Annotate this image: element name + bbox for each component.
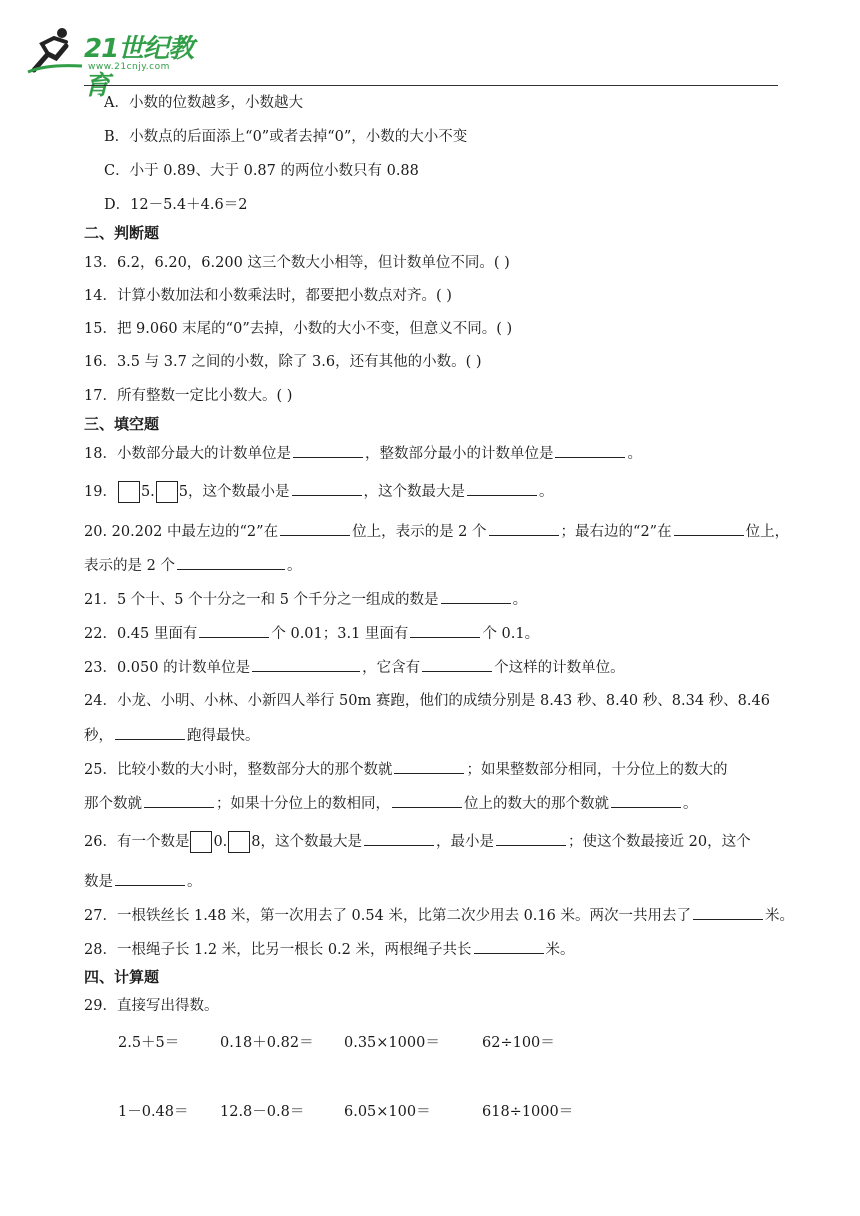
question-17: 17．所有整数一定比小数大。( ) (84, 388, 293, 404)
logo (26, 26, 206, 101)
logo-url: www.21cnjy.com (88, 62, 170, 72)
question-24-cont: 秒， 跑得最快。 (84, 725, 260, 746)
runner-icon (26, 26, 86, 76)
question-24: 24．小龙、小明、小林、小新四人举行 50m 赛跑，他们的成绩分别是 8.43 秒、8.40 秒、8.34 秒、8.46 (84, 693, 770, 709)
option-c: C．小于 0.89、大于 0.87 的两位小数只有 0.88 (104, 163, 419, 179)
answer-blank[interactable] (422, 657, 492, 672)
digit-box (156, 481, 178, 503)
calc-item: 12.8－0.8＝ (220, 1104, 305, 1120)
answer-blank[interactable] (144, 793, 214, 808)
option-d: D．12－5.4＋4.6＝2 (104, 197, 248, 213)
question-20-cont: 表示的是 2 个 。 (84, 555, 301, 576)
answer-blank[interactable] (280, 521, 350, 536)
section-judge-title: 二、判断题 (84, 224, 160, 242)
header-rule (84, 85, 778, 86)
answer-blank[interactable] (392, 793, 462, 808)
question-13: 13．6.2，6.20，6.200 这三个数大小相等，但计数单位不同。( ) (84, 255, 510, 271)
answer-blank[interactable] (394, 759, 464, 774)
answer-blank[interactable] (674, 521, 744, 536)
page-header (0, 0, 860, 101)
digit-box (228, 831, 250, 853)
calc-item: 618÷1000＝ (482, 1104, 574, 1120)
answer-blank[interactable] (293, 443, 363, 458)
answer-blank[interactable] (199, 623, 269, 638)
calc-item: 6.05×100＝ (344, 1104, 431, 1120)
answer-blank[interactable] (467, 481, 537, 496)
answer-blank[interactable] (364, 831, 434, 846)
question-20: 20. 20.202 中最左边的“2”在 位上，表示的是 2 个 ；最右边的“2”在 位上， (84, 521, 789, 542)
calc-item: 1－0.48＝ (118, 1104, 189, 1120)
question-15: 15．把 9.060 末尾的“0”去掉，小数的大小不变，但意义不同。( ) (84, 321, 513, 337)
question-25: 25．比较小数的大小时，整数部分大的那个数就 ；如果整数部分相同，十分位上的数大的 (84, 759, 727, 780)
answer-blank[interactable] (115, 871, 185, 886)
section-calc-title: 四、计算题 (84, 968, 160, 986)
question-19: 19． 5. 5，这个数最小是 ，这个数最大是 。 (84, 481, 554, 503)
question-16: 16．3.5 与 3.7 之间的小数，除了 3.6，还有其他的小数。( ) (84, 354, 482, 370)
question-21: 21．5 个十、5 个十分之一和 5 个千分之一组成的数是 。 (84, 589, 527, 610)
answer-blank[interactable] (693, 905, 763, 920)
digit-box (118, 481, 140, 503)
question-22: 22．0.45 里面有 个 0.01；3.1 里面有 个 0.1。 (84, 623, 539, 644)
calc-item: 0.35×1000＝ (344, 1035, 440, 1051)
question-14: 14．计算小数加法和小数乘法时，都要把小数点对齐。( ) (84, 288, 452, 304)
option-a: A．小数的位数越多，小数越大 (104, 95, 303, 111)
answer-blank[interactable] (474, 939, 544, 954)
question-27: 27．一根铁丝长 1.48 米，第一次用去了 0.54 米，比第二次少用去 0.16 米。两次一共用去了 米。 (84, 905, 794, 926)
question-26: 26．有一个数是 0. 8，这个数最大是 ，最小是 ；使这个数最接近 20，这个 (84, 831, 751, 853)
question-23: 23．0.050 的计数单位是 ，它含有 个这样的计数单位。 (84, 657, 625, 678)
question-18: 18．小数部分最大的计数单位是 ，整数部分最小的计数单位是 。 (84, 443, 642, 464)
answer-blank[interactable] (611, 793, 681, 808)
answer-blank[interactable] (555, 443, 625, 458)
calc-item: 0.18＋0.82＝ (220, 1035, 314, 1051)
answer-blank[interactable] (115, 725, 185, 740)
answer-blank[interactable] (441, 589, 511, 604)
calc-item: 2.5＋5＝ (118, 1035, 180, 1051)
digit-box (190, 831, 212, 853)
answer-blank[interactable] (252, 657, 360, 672)
option-b: B．小数点的后面添上“0”或者去掉“0”，小数的大小不变 (104, 129, 468, 145)
answer-blank[interactable] (496, 831, 566, 846)
logo-text: 21世纪教育 (84, 34, 194, 101)
answer-blank[interactable] (489, 521, 559, 536)
section-fill-title: 三、填空题 (84, 415, 160, 433)
question-28: 28．一根绳子长 1.2 米，比另一根长 0.2 米，两根绳子共长 米。 (84, 939, 575, 960)
calc-item: 62÷100＝ (482, 1035, 555, 1051)
question-25-cont: 那个数就 ；如果十分位上的数相同， 位上的数大的那个数就 。 (84, 793, 698, 814)
answer-blank[interactable] (410, 623, 480, 638)
answer-blank[interactable] (177, 555, 285, 570)
answer-blank[interactable] (292, 481, 362, 496)
question-29: 29．直接写出得数。 (84, 998, 219, 1014)
question-26-cont: 数是 。 (84, 871, 202, 892)
